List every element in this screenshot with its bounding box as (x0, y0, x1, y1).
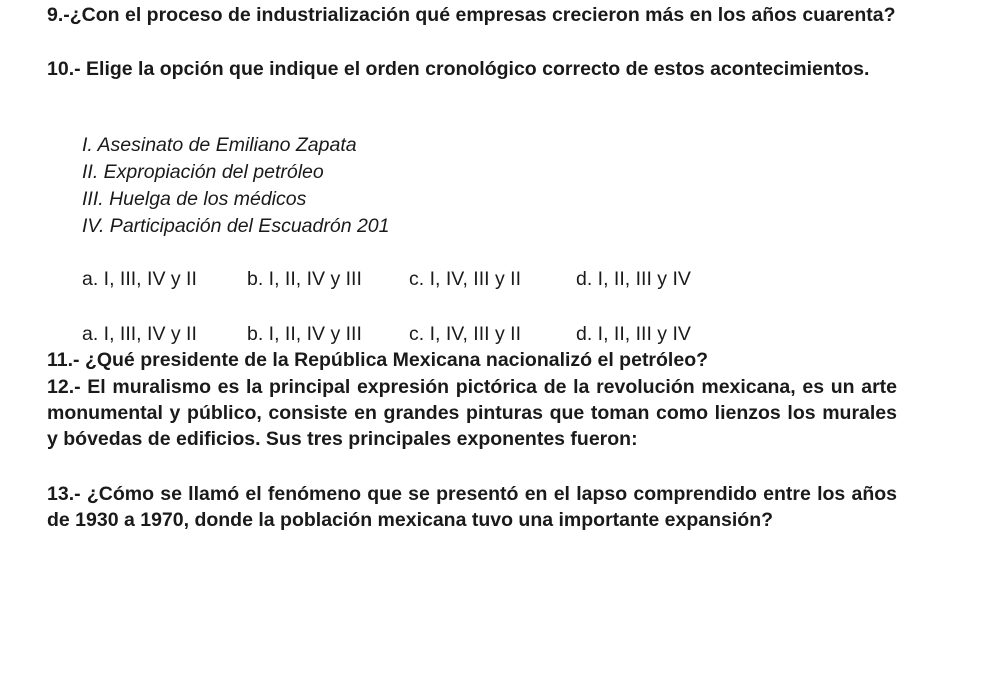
question-11: 11.- ¿Qué presidente de la República Mexicana nacionalizó el petróleo? (47, 349, 709, 371)
option-d: d. I, II, III y IV (576, 323, 691, 345)
question-12: 12.- El muralismo es la principal expresión pictórica de la revolución mexicana, es un arte monumental y público, consiste en grandes pinturas que toman como lienzos los murales y bóvedas de edificios. Sus tres principales exponentes fueron: (47, 376, 897, 450)
option-c: c. I, IV, III y II (409, 268, 521, 290)
event-item-2: II. Expropiación del petróleo (82, 161, 324, 183)
option-a: a. I, III, IV y II (82, 268, 197, 290)
event-item-4: IV. Participación del Escuadrón 201 (82, 215, 390, 237)
question-10: 10.- Elige la opción que indique el orden cronológico correcto de estos acontecimientos. (47, 58, 870, 80)
option-b: b. I, II, IV y III (247, 323, 362, 345)
event-item-3: III. Huelga de los médicos (82, 188, 307, 210)
option-a: a. I, III, IV y II (82, 323, 197, 345)
option-c: c. I, IV, III y II (409, 323, 521, 345)
option-b: b. I, II, IV y III (247, 268, 362, 290)
question-13: 13.- ¿Cómo se llamó el fenómeno que se presentó en el lapso comprendido entre los años de 1930 a 1970, donde la población mexicana tuvo una importante expansión? (47, 483, 897, 531)
event-item-1: I. Asesinato de Emiliano Zapata (82, 134, 357, 156)
question-9: 9.-¿Con el proceso de industrialización qué empresas crecieron más en los años cuarenta? (47, 4, 896, 26)
option-d: d. I, II, III y IV (576, 268, 691, 290)
